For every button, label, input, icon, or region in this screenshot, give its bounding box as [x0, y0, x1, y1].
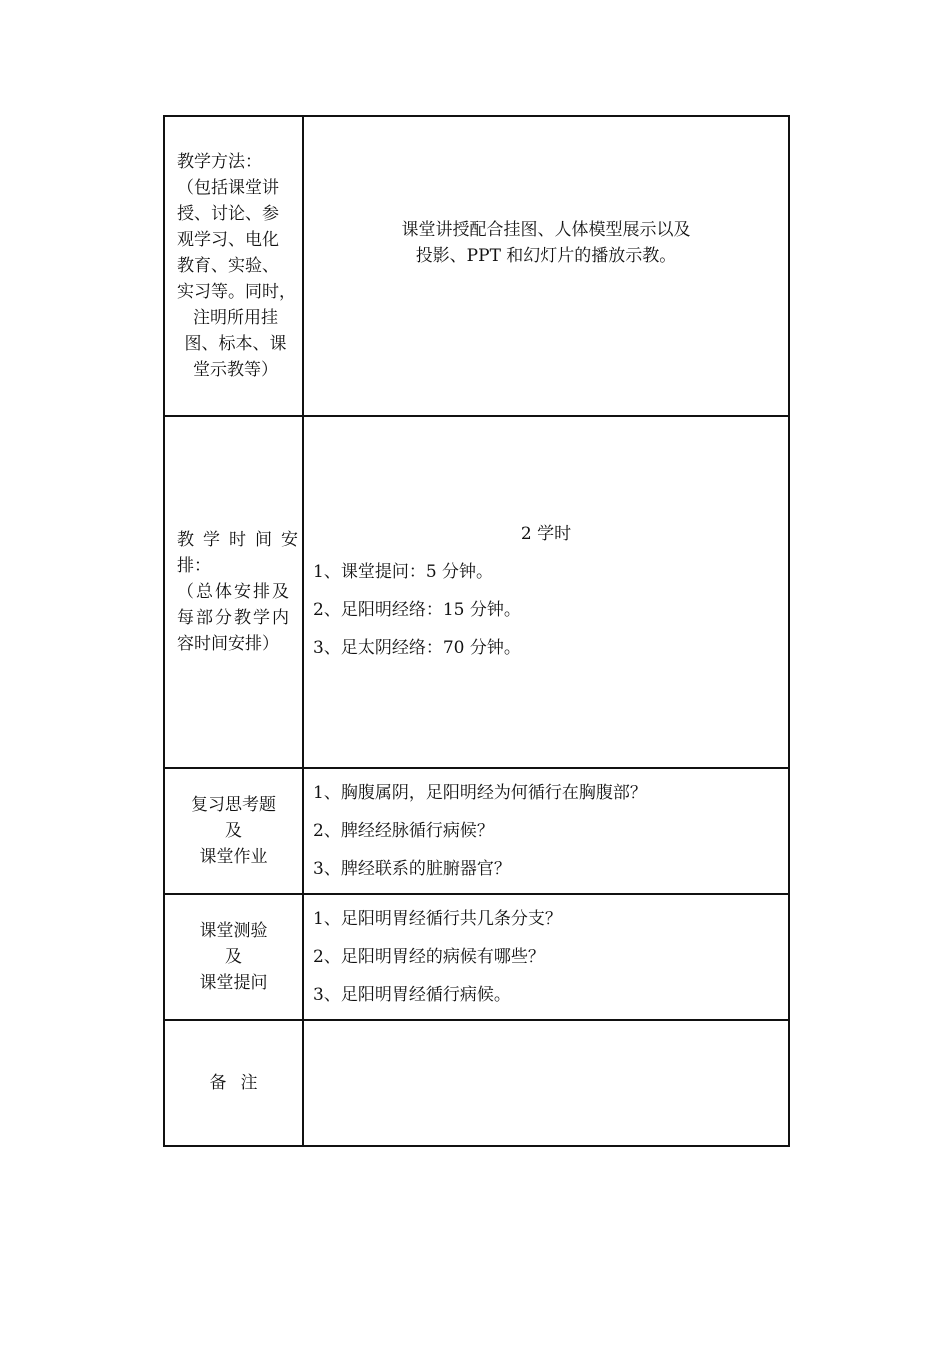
quiz-label-cell [164, 894, 303, 1020]
review-label-line: 复习思考题 [191, 795, 276, 815]
teaching-method-content-cell [303, 116, 789, 416]
review-label-line: 课堂作业 [199, 847, 268, 867]
teaching-time-label-line: 教学时间安 [177, 530, 307, 550]
teaching-time-row [164, 416, 789, 768]
review-content-cell [303, 768, 789, 894]
review-row [164, 768, 789, 894]
teaching-method-text: 课堂讲授配合挂图、人体模型展示以及 [401, 220, 691, 240]
teaching-method-label-line: 教育、实验、 [177, 256, 279, 276]
teaching-method-label-line: 教学方法： [177, 152, 262, 172]
time-item: 3、足太阴经络：70 分钟。 [313, 638, 521, 658]
quiz-item: 1、足阳明胃经循行共几条分支？ [313, 909, 562, 929]
quiz-label-line: 课堂提问 [199, 973, 268, 993]
quiz-item: 3、足阳明胃经循行病候。 [313, 985, 511, 1005]
note-label: 备注 [209, 1073, 272, 1093]
quiz-content-cell [303, 894, 789, 1020]
teaching-time-label-line: 每部分教学内 [177, 608, 291, 628]
time-item: 2、足阳明经络：15 分钟。 [313, 600, 521, 620]
lesson-plan-table [163, 115, 790, 1147]
teaching-method-label-line: 观学习、电化 [177, 230, 279, 250]
teaching-method-label-line: （包括课堂讲 [177, 178, 279, 198]
quiz-item: 2、足阳明胃经的病候有哪些？ [313, 947, 545, 967]
review-label-cell [164, 768, 303, 894]
note-label-cell [164, 1020, 303, 1146]
note-row [164, 1020, 789, 1146]
teaching-time-label-cell [164, 416, 307, 768]
quiz-label-line: 及 [225, 947, 242, 967]
review-label-line: 及 [225, 821, 242, 841]
quiz-label-line: 课堂测验 [199, 921, 268, 941]
teaching-method-row [164, 116, 789, 416]
review-item: 2、脾经经脉循行病候？ [313, 821, 494, 841]
teaching-time-label-line: 排： [177, 556, 211, 576]
note-content-cell [303, 1020, 789, 1146]
teaching-time-content-cell [303, 416, 789, 768]
teaching-method-label-line: 注明所用挂 [193, 308, 278, 328]
time-item: 1、课堂提问：5 分钟。 [313, 562, 494, 582]
teaching-time-label-line: 容时间安排） [177, 634, 279, 654]
total-hours: 2 学时 [520, 524, 572, 544]
review-item: 3、脾经联系的脏腑器官？ [313, 859, 511, 879]
teaching-method-label-line: 堂示教等） [193, 360, 278, 380]
review-item: 1、胸腹属阴，足阳明经为何循行在胸腹部？ [313, 783, 647, 803]
teaching-method-label-line: 授、讨论、参 [177, 204, 279, 224]
teaching-time-label-line: （总体安排及 [177, 582, 291, 602]
teaching-method-label-line: 实习等。同时， [177, 282, 296, 302]
quiz-row [164, 894, 789, 1020]
teaching-method-text: 投影、PPT 和幻灯片的播放示教。 [415, 246, 677, 266]
teaching-method-label-line: 图、标本、课 [184, 334, 287, 354]
teaching-method-label-cell [164, 116, 303, 416]
